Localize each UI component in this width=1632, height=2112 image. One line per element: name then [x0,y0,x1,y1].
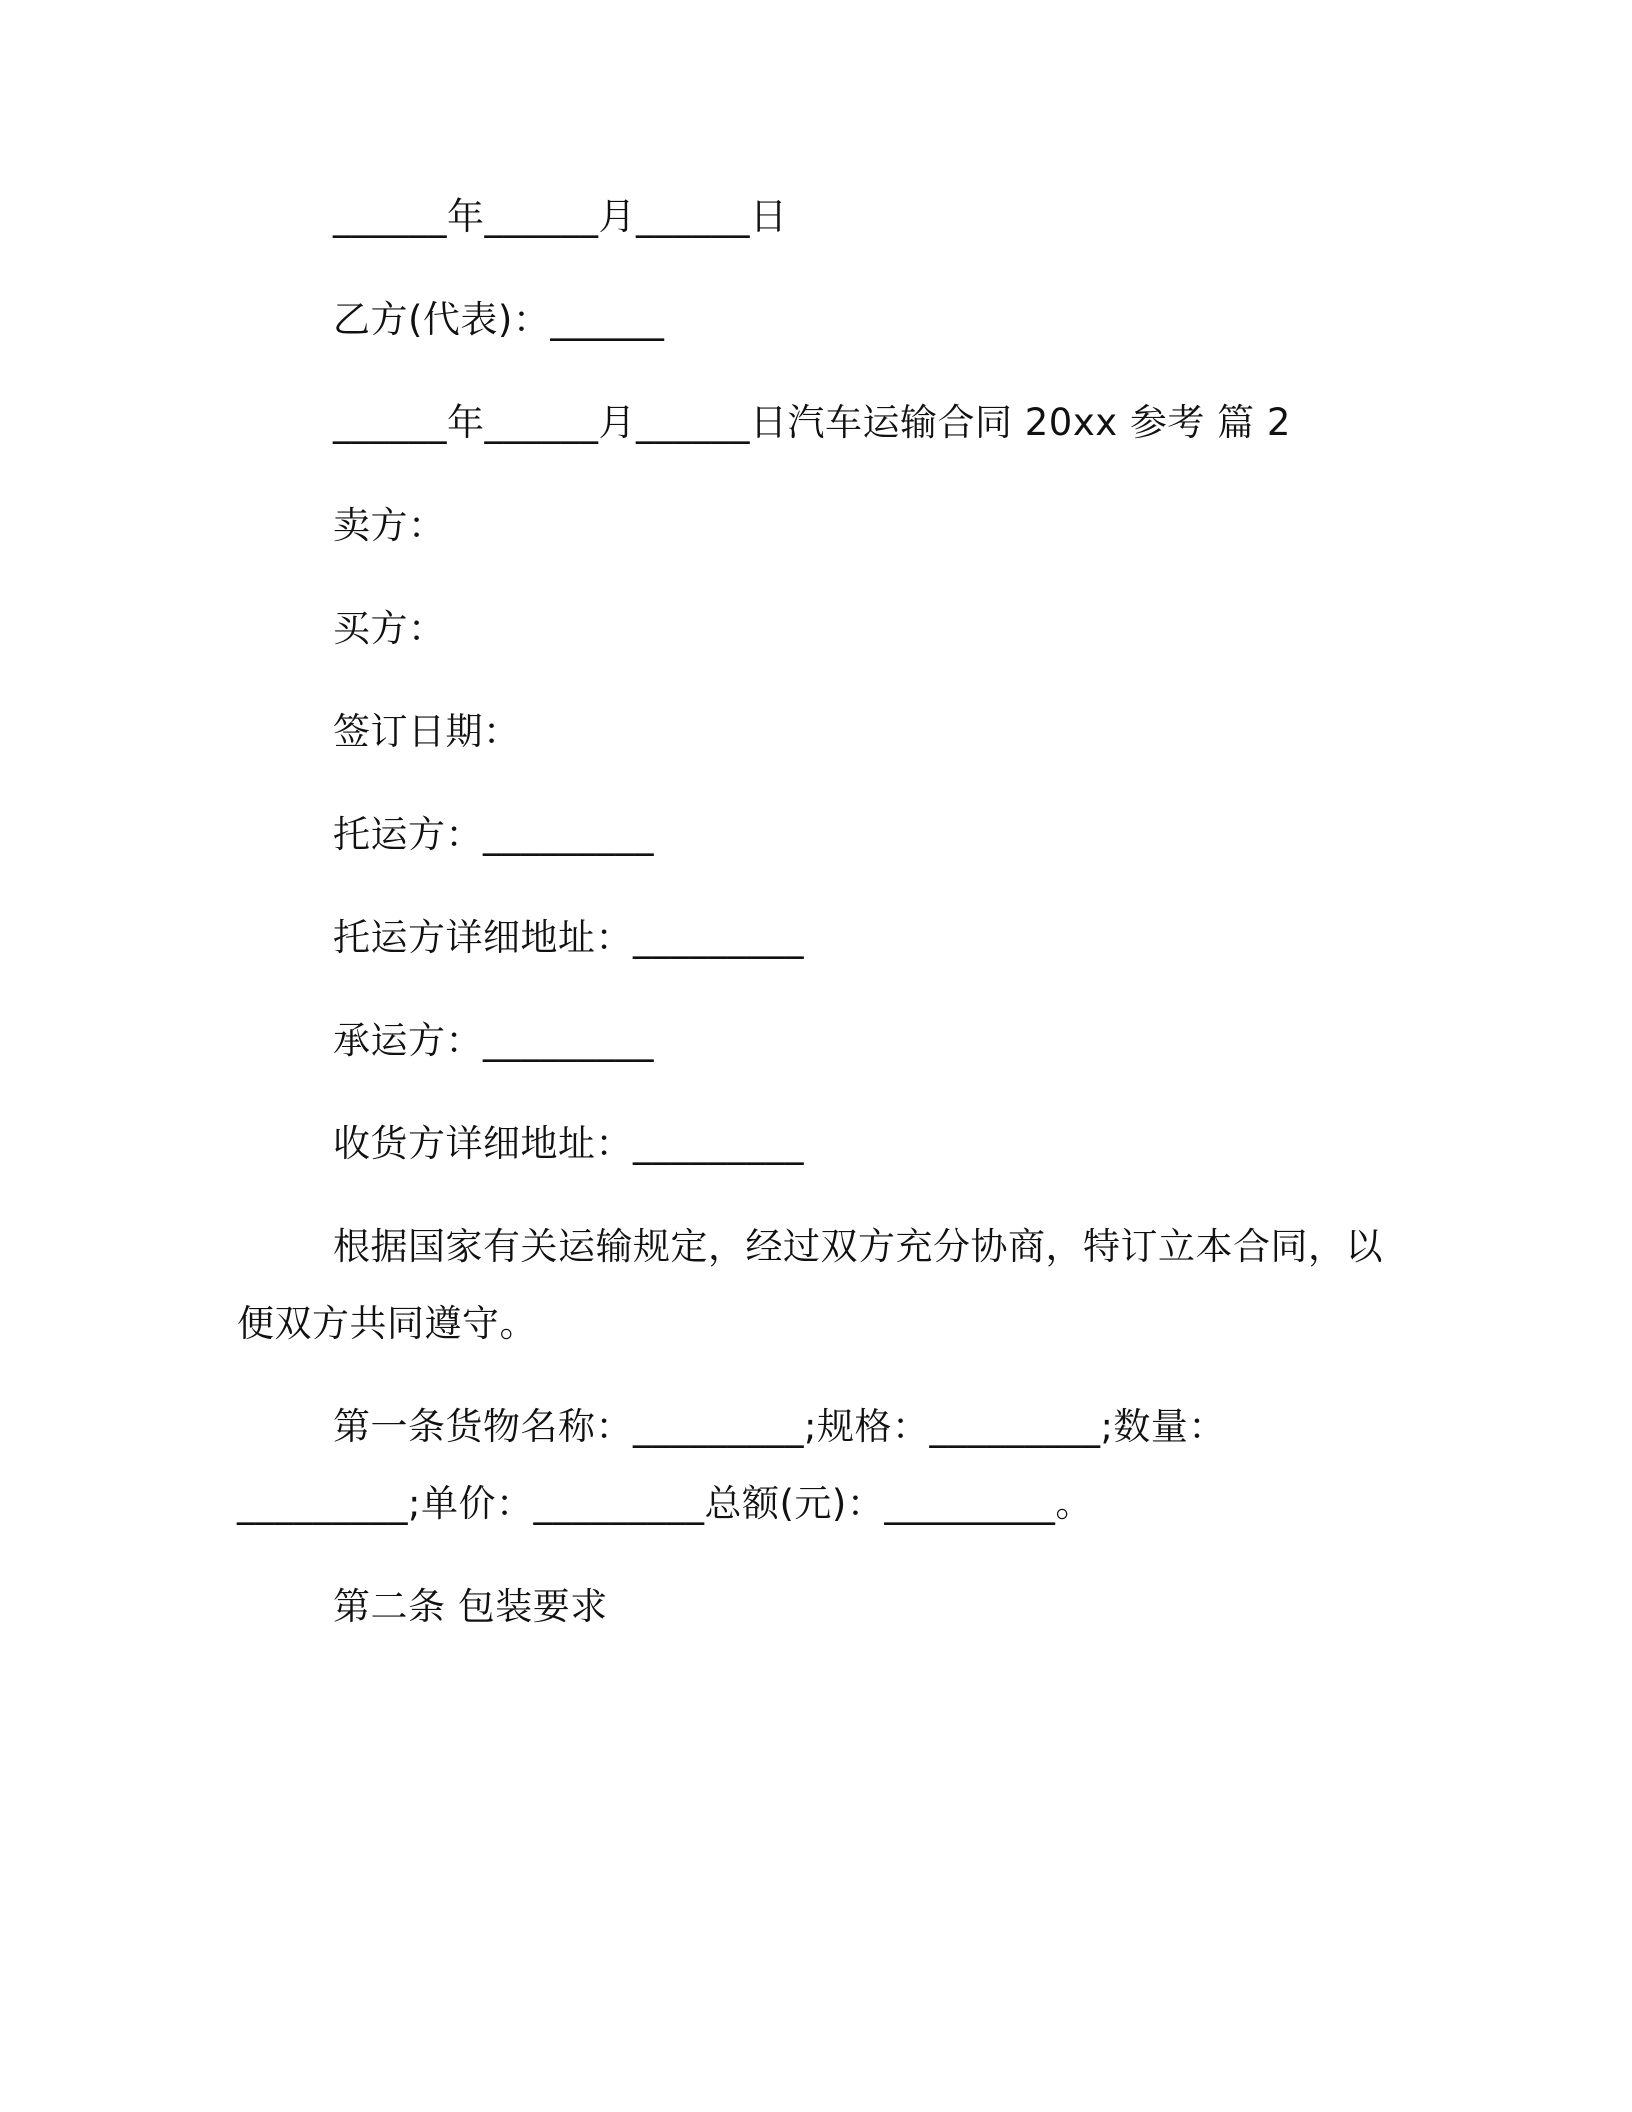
preamble-paragraph-line-2: 便双方共同遵守。 [237,1302,537,1345]
article-1-line-2: _________;单价：_________总额(元)：_________。 [237,1482,1093,1525]
date-line-title: ______年______月______日汽车运输合同 20xx 参考 篇 2 [333,401,1291,444]
carrier-field: 承运方：_________ [333,1019,654,1062]
date-line-1: ______年______月______日 [333,195,788,238]
shipper-field: 托运方：_________ [333,813,654,856]
article-1-line-1: 第一条货物名称：_________;规格：_________;数量： [333,1405,1226,1448]
shipper-address-field: 托运方详细地址：_________ [333,916,804,959]
preamble-paragraph-line-1: 根据国家有关运输规定，经过双方充分协商，特订立本合同，以 [333,1225,1383,1268]
party-b-representative: 乙方(代表)：______ [333,298,665,341]
buyer-field: 买方： [333,607,446,650]
consignee-address-field: 收货方详细地址：_________ [333,1122,804,1165]
seller-field: 卖方： [333,504,446,547]
article-2-heading: 第二条 包装要求 [333,1585,608,1628]
signing-date-field: 签订日期： [333,710,521,753]
